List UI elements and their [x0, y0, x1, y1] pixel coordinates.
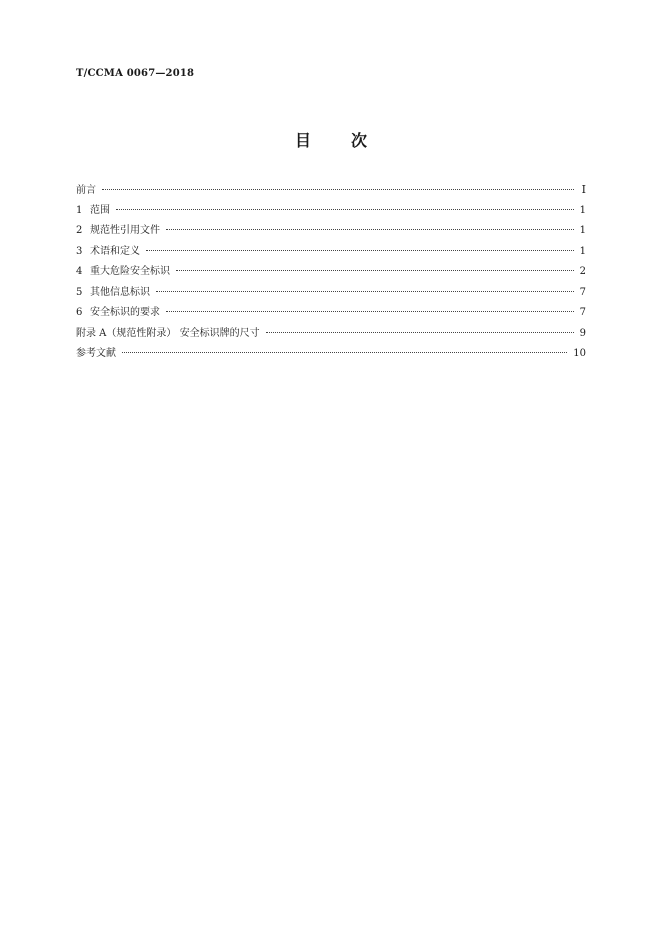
toc-page-number: 1	[579, 245, 586, 257]
toc-page-number: 1	[579, 225, 586, 236]
title-char-2: 次	[351, 131, 368, 150]
toc-entry-terms-definitions[interactable]	[76, 242, 586, 263]
toc-entry-label	[76, 262, 170, 283]
toc-page-number: 9	[579, 327, 586, 339]
toc-leader-dots	[122, 342, 567, 353]
toc-entry-label	[76, 303, 160, 324]
toc-leader-dots	[156, 281, 574, 292]
page-title	[0, 128, 662, 151]
toc-entry-sign-requirements[interactable]	[76, 303, 586, 324]
toc-page-number: 7	[579, 307, 586, 318]
toc-page-number: 10	[573, 348, 586, 359]
toc-entry-preface[interactable]	[76, 180, 586, 201]
toc-entry-number: 6	[76, 307, 83, 318]
toc-entry-scope[interactable]	[76, 201, 586, 222]
standard-code: T/CCMA 0067—2018	[76, 68, 195, 79]
toc-entry-normative-references[interactable]	[76, 221, 586, 242]
toc-entry-number: 5	[76, 286, 83, 298]
toc-entry-label	[76, 283, 150, 304]
toc-leader-dots	[166, 301, 574, 312]
toc-leader-dots	[102, 179, 574, 190]
toc-entry-number: 3	[76, 245, 83, 257]
toc-entry-label	[76, 221, 160, 242]
toc-entry-text: 其他信息标识	[90, 286, 150, 298]
toc-leader-dots	[116, 199, 574, 210]
toc-entry-label: 前言	[76, 185, 96, 196]
toc-page-number: 1	[579, 204, 586, 216]
toc-entry-other-info-signs[interactable]	[76, 283, 586, 304]
toc-entry-number: 2	[76, 225, 83, 236]
toc-entry-text: 范围	[90, 204, 110, 216]
toc-leader-dots	[266, 322, 574, 333]
toc-entry-text: 重大危险安全标识	[90, 266, 170, 277]
toc-entry-text: 安全标识的要求	[90, 307, 160, 318]
toc-leader-dots	[166, 219, 574, 230]
toc-leader-dots	[176, 260, 574, 271]
toc-entry-major-hazard-signs[interactable]	[76, 262, 586, 283]
toc-entry-text: 规范性引用文件	[90, 225, 160, 236]
toc-entry-appendix-a[interactable]	[76, 324, 586, 345]
toc-entry-number: 4	[76, 266, 83, 277]
toc-entry-bibliography[interactable]	[76, 344, 586, 365]
toc-entry-label	[76, 242, 140, 263]
toc-page-number: 7	[579, 286, 586, 298]
toc-entry-text: 术语和定义	[90, 245, 140, 257]
toc-entry-label: 参考文献	[76, 348, 116, 359]
toc-page-number: I	[581, 183, 586, 196]
table-of-contents	[76, 180, 586, 365]
toc-entry-label: 附录 A（规范性附录） 安全标识牌的尺寸	[76, 327, 260, 339]
title-char-1: 目	[294, 131, 311, 150]
toc-entry-label	[76, 201, 110, 222]
toc-page-number: 2	[579, 266, 586, 277]
toc-entry-number: 1	[76, 204, 83, 216]
toc-leader-dots	[146, 240, 574, 251]
